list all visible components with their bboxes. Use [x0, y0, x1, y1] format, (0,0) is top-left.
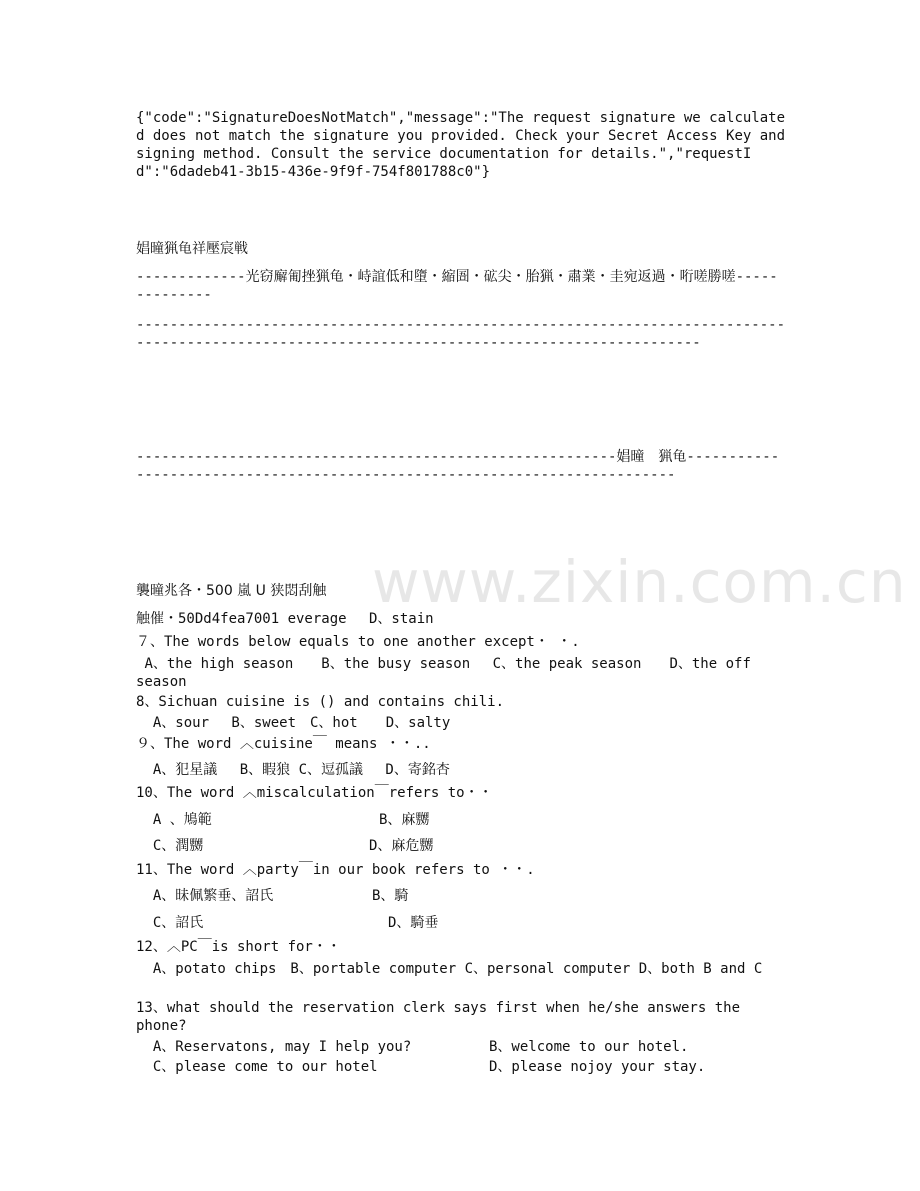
question-10-option-c: C、潤嬲 — [136, 838, 204, 854]
question-13-option-a: A、Reservatons, may I help you? — [136, 1039, 412, 1055]
question-10-option-a: A 、鳩範 — [136, 812, 212, 828]
question-11-option-b: B、騎 — [372, 888, 409, 904]
dash-line-3: ---------------------------------------------------------娼曈 猟龟--------------------------------------------------------------------------- — [136, 449, 780, 483]
garbled-title: 娼曈猟龟祥壓宸戦 — [136, 241, 248, 257]
question-10: 10、The word ︿miscalculation￣refers to・・ — [136, 785, 493, 801]
question-13-option-d: D、please nojoy your stay. — [489, 1059, 706, 1075]
question-11-option-c: C、詔氏 — [136, 915, 204, 931]
question-8: 8、Sichuan cuisine is () and contains chili. — [136, 694, 505, 710]
document-page — [136, 0, 794, 1191]
question-11-option-d: D、騎垂 — [388, 915, 439, 931]
question-13: 13、what should the reservation clerk says first when he/she answers the phone? — [136, 1000, 749, 1034]
question-9: ９、The word ︿cuisine￣ means ・・.. — [136, 736, 431, 752]
question-10-option-d: D、麻危嬲 — [369, 838, 434, 854]
question-12-options: A、potato chips B、portable computer C、personal computer D、both B and C — [136, 961, 763, 977]
question-13-option-c: C、please come to our hotel — [136, 1059, 378, 1075]
error-message: {"code":"SignatureDoesNotMatch","message":"The request signature we calculated does not match the signature you provided. Check your Secret Access Key and signing method. Consult the service documentation for details.","requestId":"6dadeb41-3b15-436e-9f9f-754f801788c0"} — [136, 110, 794, 180]
question-8-options: A、sour B、sweet C、hot D、salty — [136, 715, 451, 731]
question-7-options: A、the high season B、the busy season C、the peak season D、the off season — [136, 656, 760, 690]
question-9-options: A、犯星議 B、睱狼 C、逗孤議 D、寄銘杏 — [136, 762, 450, 778]
question-7: ７、The words below equals to one another except・ ・. — [136, 634, 580, 650]
dash-line-2: ------------------------------------------------------------------------------------------------------------------------------------------------ — [136, 317, 786, 351]
question-13-option-b: B、welcome to our hotel. — [489, 1039, 689, 1055]
question-6-tail: 触催・50Dd4fea7001 everage D、stain — [136, 611, 434, 627]
question-12: 12、︿PC￣is short for・・ — [136, 939, 341, 955]
question-10-option-b: B、麻嬲 — [379, 812, 430, 828]
question-11: 11、The word ︿party￣in our book refers to ・・. — [136, 862, 535, 878]
garbled-line-1: -------------光窃廨匍挫猟龟・峙誼低和墮・縮圄・砿尖・胎猟・肅業・圭宛返過・哘嗟勝嗟-------------- — [136, 269, 778, 303]
question-11-option-a: A、昧佩繁垂、詔氏 — [136, 888, 274, 904]
section-heading: 襲曈兆各・500 嵐 U 狭悶刮触 — [136, 583, 327, 599]
watermark: www.zixin.com.cn — [372, 548, 907, 616]
